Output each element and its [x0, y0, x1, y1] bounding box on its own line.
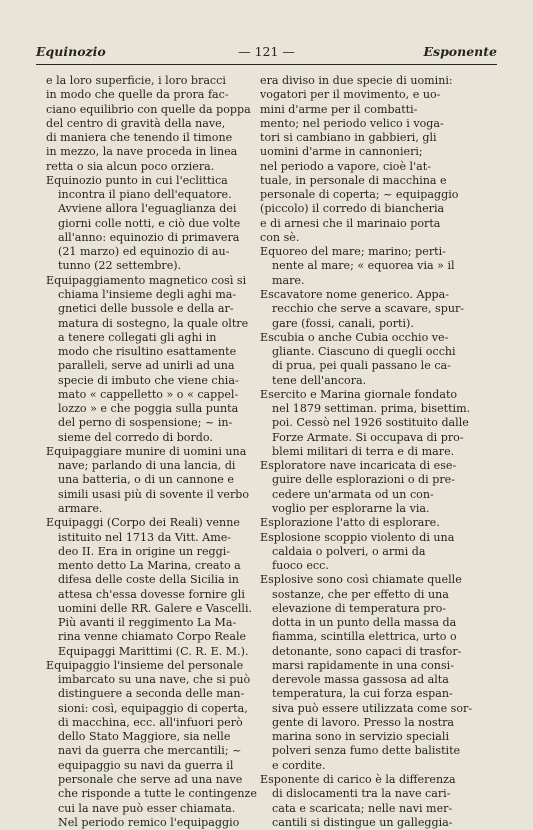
- entry-line: difesa delle coste della Sicilia in: [58, 573, 239, 587]
- entry-line: paralleli, serve ad unirli ad una: [58, 359, 235, 373]
- entry-line: Esponente di carico è la differenza: [260, 773, 456, 787]
- entry-line: personale di coperta; ~ equipaggio: [260, 188, 459, 202]
- dictionary-entry: [46, 445, 261, 516]
- entry-line: gente di lavoro. Presso la nostra: [272, 715, 454, 729]
- entry-line: attesa ch'essa dovesse fornire gli: [58, 587, 245, 601]
- dictionary-entry: [260, 245, 475, 288]
- entry-line: del centro di gravità della nave,: [46, 116, 226, 130]
- entry-line: Esploratore nave incaricata di ese-: [260, 459, 457, 473]
- entry-line: e cordite.: [272, 758, 326, 772]
- entry-line: elevazione di temperatura pro-: [272, 601, 447, 615]
- entry-line: mato « cappelletto » o « cappel-: [58, 387, 239, 401]
- entry-line: fuoco ecc.: [272, 559, 329, 573]
- dictionary-entry: [260, 531, 475, 574]
- dictionary-entry: [46, 174, 261, 274]
- entry-line: Più avanti il reggimento La Ma-: [58, 616, 237, 630]
- entry-line: armare.: [58, 501, 103, 515]
- dictionary-entry: [260, 388, 475, 459]
- entry-line: incontra il piano dell'equatore.: [58, 188, 232, 202]
- entry-line: Equinozio punto in cui l'eclittica: [46, 173, 228, 187]
- entry-line: Equipaggi (Corpo dei Reali) venne: [46, 516, 240, 530]
- entry-line: Equoreo del mare; marino; perti-: [260, 245, 446, 259]
- entry-line: che risponde a tutte le contingenze: [58, 787, 257, 801]
- entry-line: specie di imbuto che viene chia-: [58, 373, 239, 387]
- entry-line: sieme del corredo di bordo.: [58, 430, 213, 444]
- entry-line: una batteria, o di un cannone e: [58, 473, 234, 487]
- dictionary-entry: [260, 288, 475, 331]
- entry-line: Esplosione scoppio violento di una: [260, 530, 455, 544]
- dictionary-entry: [260, 573, 475, 773]
- running-header: [36, 44, 497, 62]
- entry-line: era diviso in due specie di uomini:: [260, 74, 453, 87]
- entry-line: tunno (22 settembre).: [58, 259, 182, 273]
- entry-line: Esercito e Marina giornale fondato: [260, 387, 458, 401]
- entry-line: lozzo » e che poggia sulla punta: [58, 402, 239, 416]
- entry-line: cata e scaricata; nelle navi mer-: [272, 801, 453, 815]
- entry-line: Esplorazione l'atto di esplorare.: [260, 516, 440, 530]
- entry-line: marina sono in servizio speciali: [272, 730, 450, 744]
- entry-line: mare.: [272, 273, 305, 287]
- entry-line: guire delle esplorazioni o di pre-: [272, 473, 455, 487]
- entry-line: ciano equilibrio con quelle da poppa: [46, 102, 251, 116]
- entry-line: simili usasi più di sovente il verbo: [58, 487, 250, 501]
- entry-line: gliante. Ciascuno di quegli occhi: [272, 345, 456, 359]
- entry-line: (21 marzo) ed equinozio di au-: [58, 245, 230, 259]
- entry-line: di macchina, ecc. all'infuori però: [58, 715, 243, 729]
- entry-line: equipaggio su navi da guerra il: [58, 758, 234, 772]
- entry-line: caldaia o polveri, o armi da: [272, 544, 426, 558]
- entry-line: siva può essere utilizzata come sor-: [272, 701, 473, 715]
- dictionary-entry: [260, 331, 475, 388]
- entry-line: tori si cambiano in gabbieri, gli: [260, 131, 437, 145]
- entry-line: modo che risultino esattamente: [58, 345, 237, 359]
- dictionary-entry: [46, 659, 261, 830]
- entry-line: giorni colle notti, e ciò due volte: [58, 216, 241, 230]
- entry-line: vogatori per il movimento, e uo-: [260, 88, 441, 102]
- entry-line: istituito nel 1713 da Vitt. Ame-: [58, 530, 232, 544]
- entry-line: nente al mare; « equorea via » il: [272, 259, 455, 273]
- entry-line: Escavatore nome generico. Appa-: [260, 287, 450, 301]
- entry-line: Esplosive sono così chiamate quelle: [260, 573, 462, 587]
- page-number: — 121 —: [238, 44, 295, 59]
- entry-line: Equipaggio l'insieme del personale: [46, 658, 244, 672]
- entry-line: uomini delle RR. Galere e Vascelli.: [58, 601, 253, 615]
- entry-line: in mezzo, la nave proceda in linea: [46, 145, 238, 159]
- entry-line: detonante, sono capaci di trasfor-: [272, 644, 462, 658]
- entry-line: dello Stato Maggiore, sia nelle: [58, 730, 231, 744]
- dictionary-entry: [46, 274, 261, 445]
- entry-line: navi da guerra che mercantili; ~: [58, 744, 242, 758]
- entry-line: marsi rapidamente in una consi-: [272, 658, 454, 672]
- entry-line: sioni: così, equipaggio di coperta,: [58, 701, 248, 715]
- left-column: [46, 74, 261, 830]
- entry-line: uomini d'arme in cannonieri;: [260, 145, 423, 159]
- entry-line: a tenere collegati gli aghi in: [58, 330, 217, 344]
- entry-line: con sè.: [260, 230, 300, 244]
- entry-line: Equipaggiamento magnetico così si: [46, 273, 247, 287]
- entry-line: di dislocamenti tra la nave cari-: [272, 787, 451, 801]
- entry-line: temperatura, la cui forza espan-: [272, 687, 453, 701]
- dictionary-entry: [260, 773, 475, 830]
- entry-line: nel 1879 settiman. prima, bisettim.: [272, 402, 471, 416]
- entry-line: fiamma, scintilla elettrica, urto o: [272, 630, 457, 644]
- entry-line: recchio che serve a scavare, spur-: [272, 302, 465, 316]
- entry-line: Equipaggiare munire di uomini una: [46, 444, 247, 458]
- entry-line: mento; nel periodo velico i voga-: [260, 116, 444, 130]
- entry-line: retta o sia alcun poco orziera.: [46, 159, 215, 173]
- entry-line: rina venne chiamato Corpo Reale: [58, 630, 247, 644]
- entry-line: Forze Armate. Si occupava di pro-: [272, 430, 464, 444]
- entry-line: gare (fossi, canali, porti).: [272, 316, 414, 330]
- dictionary-entry: [46, 74, 261, 174]
- entry-line: nel periodo a vapore, cioè l'at-: [260, 159, 431, 173]
- header-last-term: Esponente: [423, 44, 497, 59]
- entry-line: sostanze, che per effetto di una: [272, 587, 449, 601]
- entry-line: tuale, in personale di macchina e: [260, 173, 447, 187]
- entry-line: e di arnesi che il marinaio porta: [260, 216, 441, 230]
- entry-line: dotta in un punto della massa da: [272, 616, 457, 630]
- entry-line: e la loro superficie, i loro bracci: [46, 74, 226, 87]
- entry-line: Equipaggi Marittimi (C. R. E. M.).: [58, 644, 249, 658]
- entry-line: Avviene allora l'eguaglianza dei: [58, 202, 237, 216]
- entry-line: mento detto La Marina, creato a: [58, 559, 241, 573]
- entry-line: di prua, pei quali passano le ca-: [272, 359, 451, 373]
- entry-line: Escubia o anche Cubia occhio ve-: [260, 330, 449, 344]
- entry-line: voglio per esplorarne la via.: [272, 501, 430, 515]
- entry-line: cui la nave può esser chiamata.: [58, 801, 236, 815]
- right-column: [260, 74, 475, 830]
- dictionary-entry: [260, 459, 475, 516]
- entry-line: personale che serve ad una nave: [58, 773, 243, 787]
- entry-line: del perno di sospensione; ~ in-: [58, 416, 233, 430]
- dictionary-entry: [260, 516, 475, 530]
- entry-line: chiama l'insieme degli aghi ma-: [58, 287, 237, 301]
- entry-line: tene dell'ancora.: [272, 373, 367, 387]
- entry-line: Nel periodo remico l'equipaggio: [58, 815, 240, 829]
- entry-line: gnetici delle bussole e della ar-: [58, 302, 234, 316]
- entry-line: distinguere a seconda delle man-: [58, 687, 245, 701]
- dictionary-entry: [260, 74, 475, 245]
- entry-line: matura di sostegno, la quale oltre: [58, 316, 249, 330]
- entry-line: poi. Cessò nel 1926 sostituito dalle: [272, 416, 469, 430]
- entry-line: mini d'arme per il combatti-: [260, 102, 418, 116]
- entry-line: deo II. Era in origine un reggi-: [58, 544, 231, 558]
- entry-line: blemi militari di terra e di mare.: [272, 444, 455, 458]
- entry-line: polveri senza fumo dette balistite: [272, 744, 461, 758]
- dictionary-entry: [46, 516, 261, 659]
- entry-line: cedere un'armata od un con-: [272, 487, 434, 501]
- entry-line: nave; parlando di una lancia, di: [58, 459, 236, 473]
- entry-line: di maniera che tenendo il timone: [46, 131, 233, 145]
- entry-line: cantili si distingue un galleggia-: [272, 815, 453, 829]
- header-rule: [36, 64, 497, 65]
- entry-line: (piccolo) il corredo di biancheria: [260, 202, 445, 216]
- header-first-term: Equinozio: [36, 44, 106, 59]
- entry-line: in modo che quelle da prora fac-: [46, 88, 229, 102]
- entry-line: derevole massa gassosa ad alta: [272, 673, 449, 687]
- entry-line: imbarcato su una nave, che si può: [58, 673, 251, 687]
- entry-line: all'anno: equinozio di primavera: [58, 230, 240, 244]
